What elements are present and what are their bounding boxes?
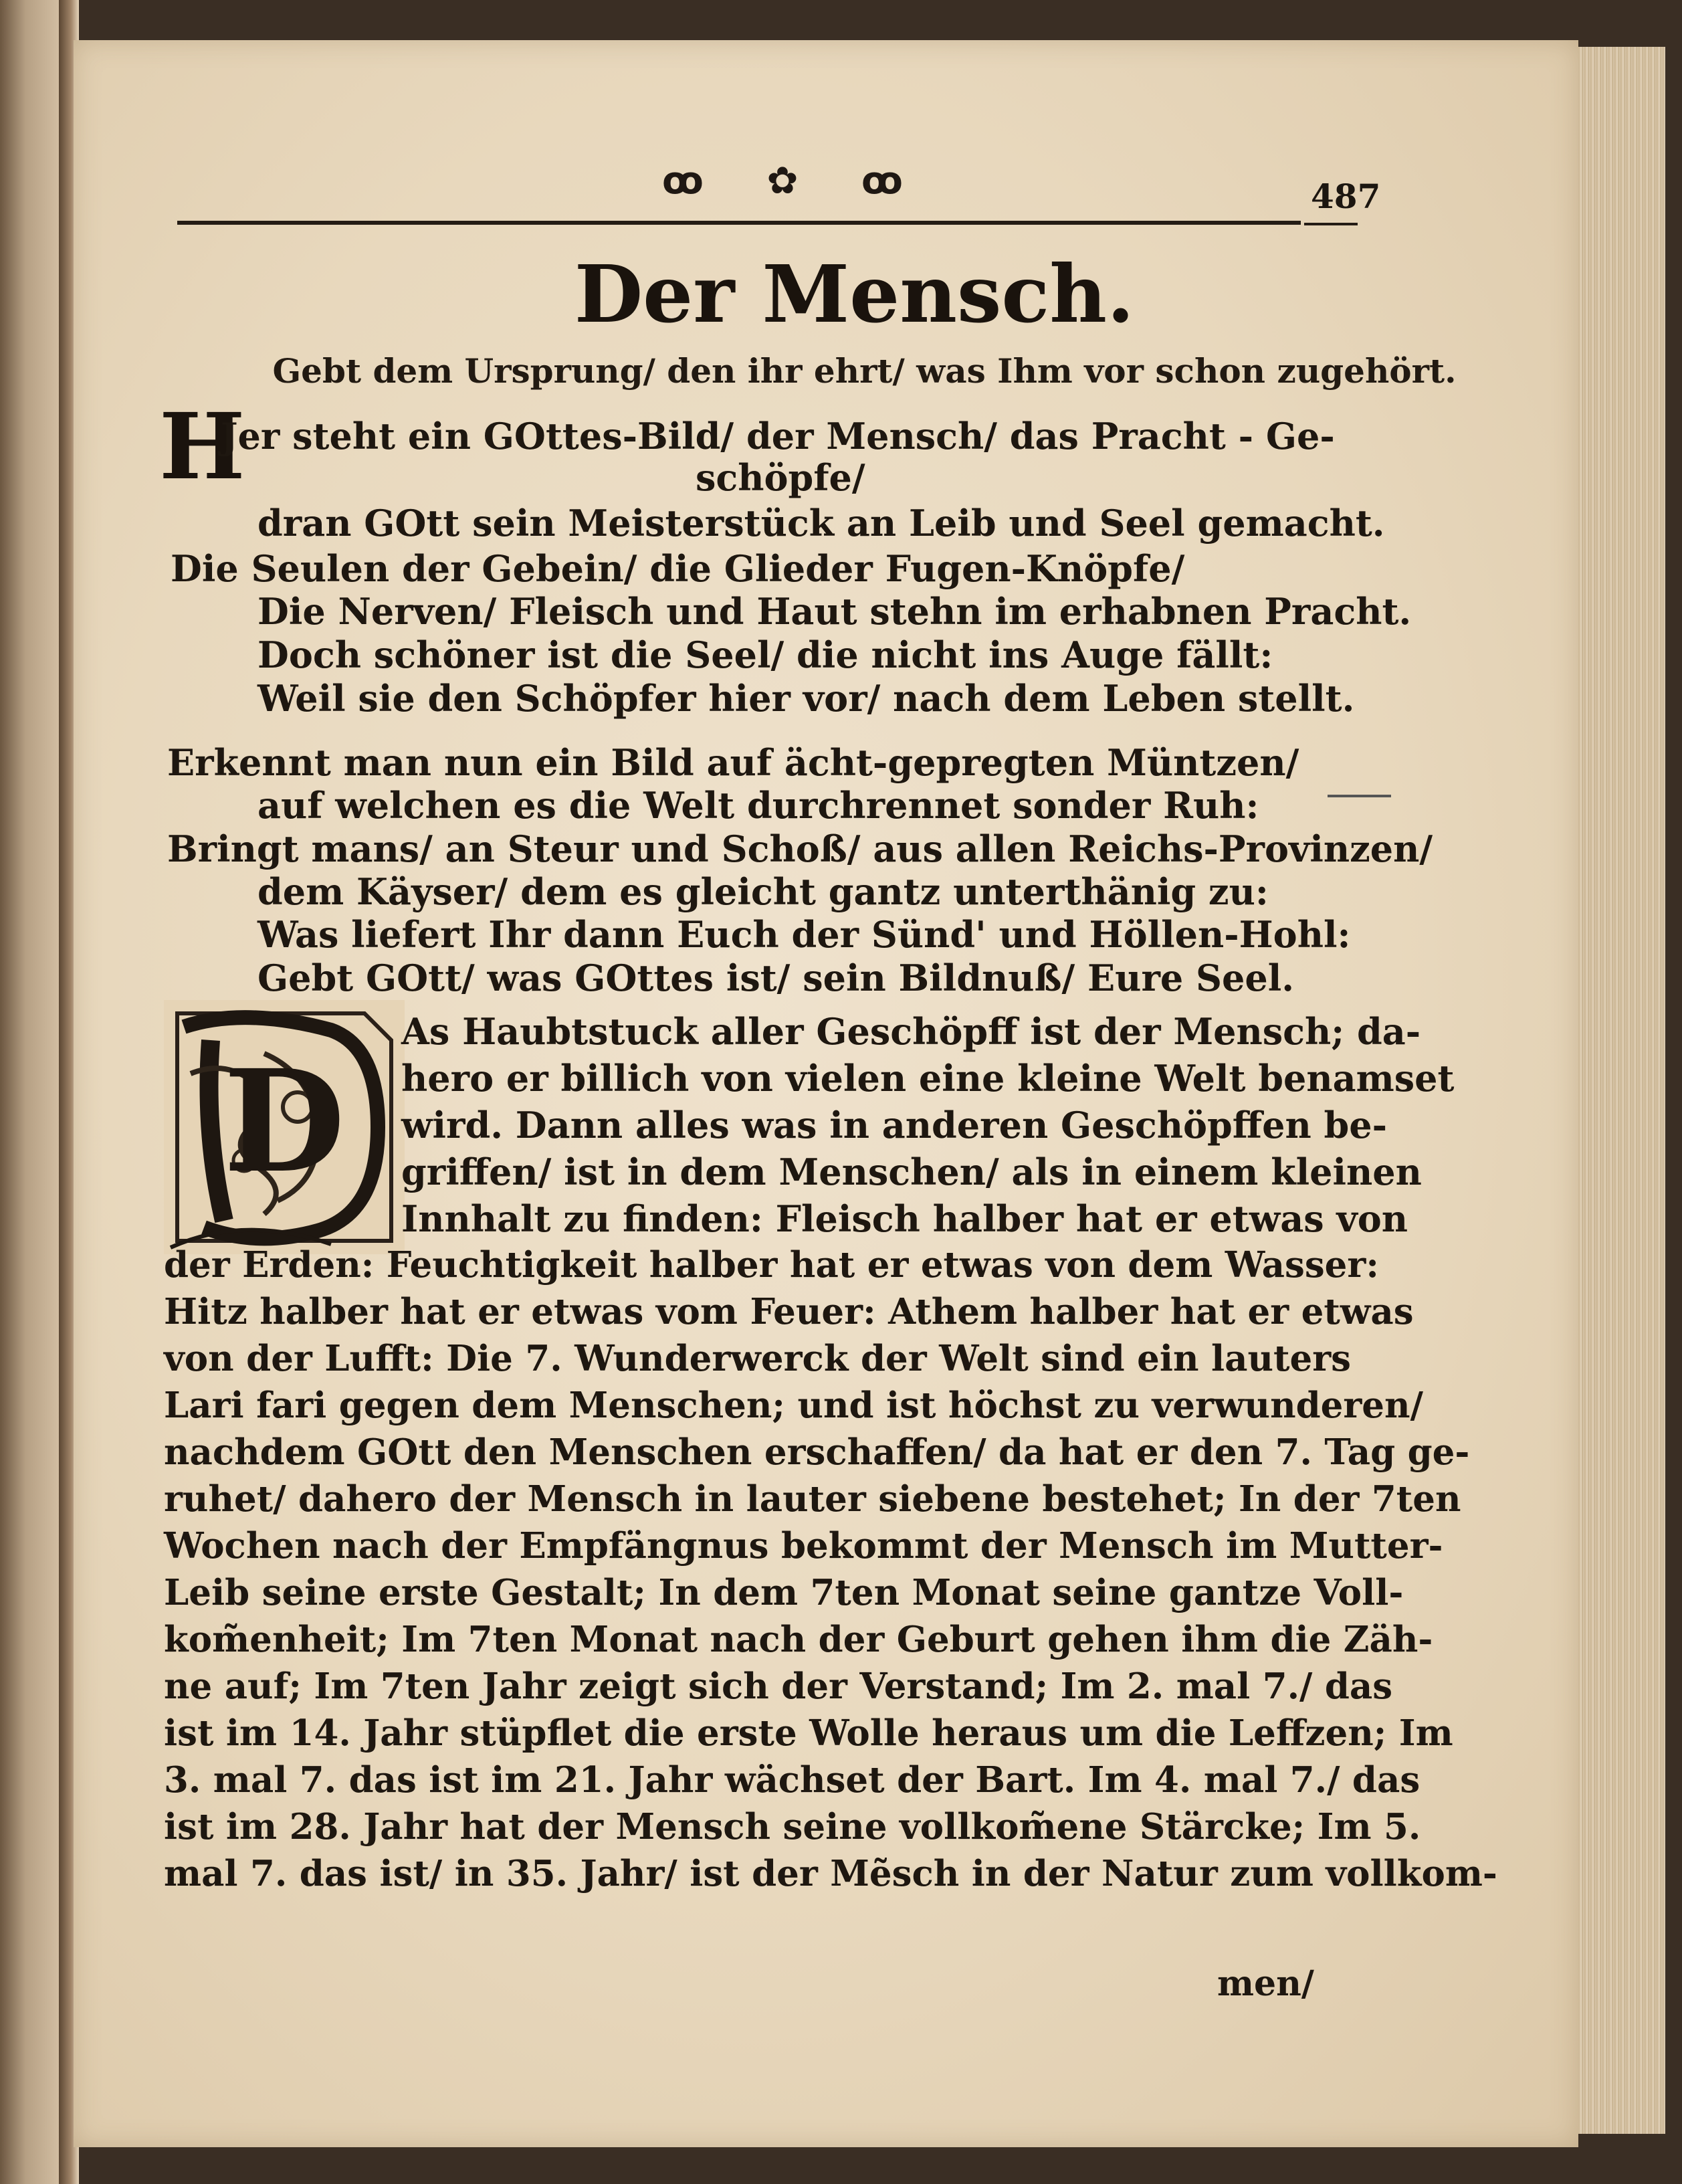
verse-line: Doch schöner ist die Seel/ die nicht ins Auge fällt: <box>257 633 1273 676</box>
prose-line: ist im 14. Jahr stüpflet die erste Wolle heraus um die Leffzen; Im <box>164 1712 1453 1754</box>
header-ornament <box>662 157 903 204</box>
prose-line: der Erden: Feuchtigkeit halber hat er etwas von dem Wasser: <box>164 1244 1379 1286</box>
prose-line: 3. mal 7. das ist im 21. Jahr wächset der Bart. Im 4. mal 7./ das <box>164 1759 1421 1801</box>
verse-line: dem Käyser/ dem es gleicht gantz unterthänig zu: <box>257 870 1269 913</box>
verse-initial: H <box>159 393 245 500</box>
catchword: men/ <box>1217 1963 1314 2004</box>
prose-line: mal 7. das ist/ in 35. Jahr/ ist der Mẽsch in der Natur zum vollkom- <box>164 1853 1497 1894</box>
prose-line: Leib seine erste Gestalt; In dem 7ten Monat seine gantze Voll- <box>164 1572 1404 1613</box>
ornament-flower-icon: ✿ <box>766 159 799 203</box>
verse-line: schöpfe/ <box>696 456 865 499</box>
verse-line: Bringt mans/ an Steur und Schoß/ aus allen Reichs-Provinzen/ <box>167 827 1433 870</box>
motto-line: Gebt dem Ursprung/ den ihr ehrt/ was Ihm vor schon zugehört. <box>272 351 1457 391</box>
verse-line: Was liefert Ihr dann Euch der Sünd' und Höllen-Hohl: <box>257 913 1351 956</box>
prose-line: ne auf; Im 7ten Jahr zeigt sich der Verstand; Im 2. mal 7./ das <box>164 1666 1393 1707</box>
verse-line: Erkennt man nun ein Bild auf ächt-gepregten Müntzen/ <box>167 741 1299 784</box>
prose-line: Lari fari gegen dem Menschen; und ist höchst zu verwunderen/ <box>164 1385 1423 1426</box>
ornament-left-icon: ꝏ <box>662 159 704 203</box>
prose-line: wird. Dann alles was in anderen Geschöpffen be- <box>401 1104 1388 1147</box>
prose-line: griffen/ ist in dem Menschen/ als in einem kleinen <box>401 1151 1422 1193</box>
prose-line: ruhet/ dahero der Mensch in lauter siebene bestehet; In der 7ten <box>164 1478 1461 1520</box>
verse-line: dran GOtt sein Meisterstück an Leib und Seel gemacht. <box>257 502 1385 544</box>
prose-line: ist im 28. Jahr hat der Mensch seine vollkom̃ene Stärcke; Im 5. <box>164 1806 1421 1848</box>
header-rule-short <box>1304 223 1358 225</box>
ornament-right-icon: ꝏ <box>861 159 903 203</box>
prose-line: kom̃enheit; Im 7ten Monat nach der Geburt gehen ihm die Zäh- <box>164 1619 1433 1660</box>
prose-line: Wochen nach der Empfängnus bekommt der Mensch im Mutter- <box>164 1525 1443 1567</box>
verse-line: Die Nerven/ Fleisch und Haut stehn im erhabnen Pracht. <box>257 590 1412 633</box>
header-rule <box>177 221 1301 225</box>
page-number: 487 <box>1311 177 1381 216</box>
drop-cap-initial <box>164 1000 405 1254</box>
verse-line: Die Seulen der Gebein/ die Glieder Fugen-Knöpfe/ <box>171 547 1185 590</box>
verse-line: Weil sie den Schöpfer hier vor/ nach dem Leben stellt. <box>257 677 1355 720</box>
verse-line: auf welchen es die Welt durchrennet sonder Ruh: <box>257 784 1259 827</box>
prose-line: hero er billich von vielen eine kleine Welt benamset <box>401 1057 1455 1100</box>
verse-line: Jer steht ein GOttes-Bild/ der Mensch/ das Pracht - Ge- <box>221 415 1335 458</box>
running-header <box>181 157 1351 204</box>
drop-cap-letter: D <box>223 1039 346 1204</box>
prose-line: Hitz halber hat er etwas vom Feuer: Athem halber hat er etwas <box>164 1291 1414 1332</box>
verse-line: Gebt GOtt/ was GOttes ist/ sein Bildnuß/ Eure Seel. <box>257 957 1295 999</box>
prose-line: nachdem GOtt den Menschen erschaffen/ da hat er den 7. Tag ge- <box>164 1431 1470 1473</box>
prose-line: von der Lufft: Die 7. Wunderwerck der Welt sind ein lauters <box>164 1338 1351 1379</box>
chapter-title: Der Mensch. <box>574 247 1135 340</box>
prose-line: As Haubtstuck aller Geschöpff ist der Mensch; da- <box>401 1010 1421 1053</box>
prose-line: Innhalt zu finden: Fleisch halber hat er etwas von <box>401 1197 1408 1240</box>
margin-mark <box>1328 795 1391 797</box>
